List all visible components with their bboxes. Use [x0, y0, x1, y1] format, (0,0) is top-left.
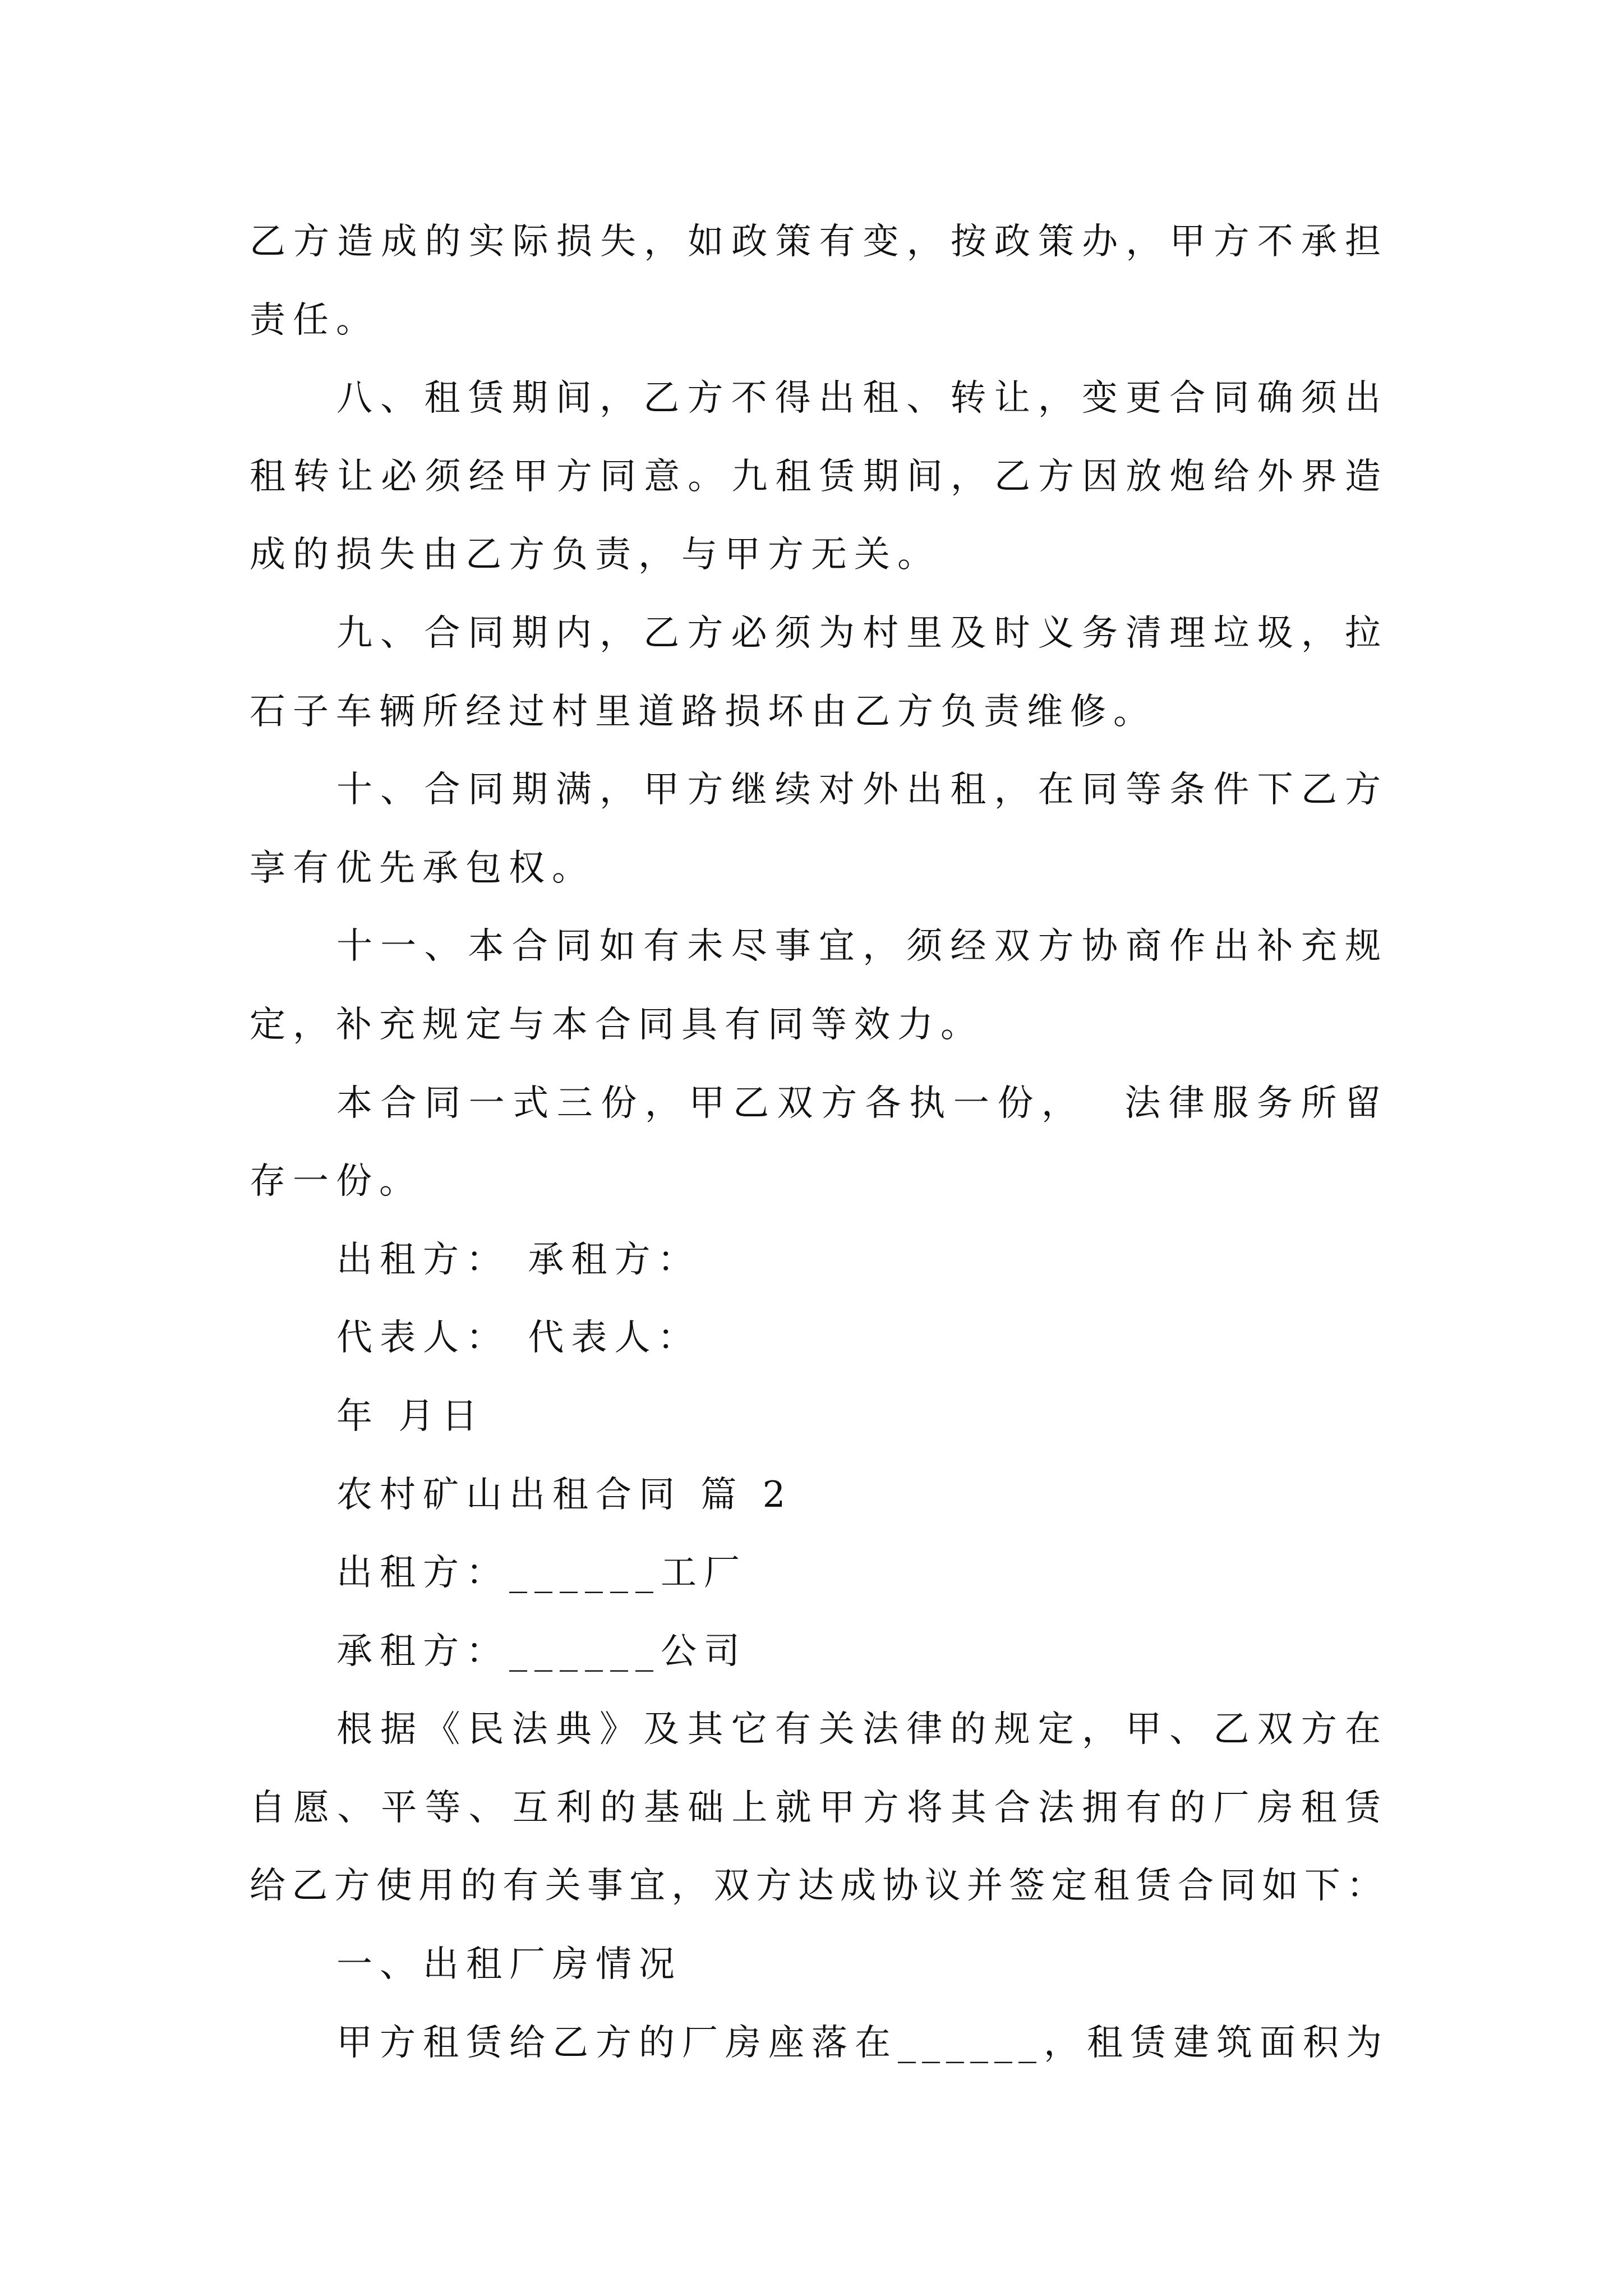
preamble-line: 自愿、平等、互利的基础上就甲方将其合法拥有的厂房租赁 — [250, 1787, 1388, 1829]
signature-date-line: 年 月日 — [336, 1395, 485, 1437]
lessor-line: 出租方：______工厂 — [336, 1552, 747, 1594]
copies-statement-line: 存一份。 — [250, 1161, 422, 1203]
clause-8-line: 八、租赁期间，乙方不得出租、转让，变更合同确须出 — [336, 378, 1388, 420]
clause-9-line: 九、合同期内，乙方必须为村里及时义务清理垃圾，拉 — [336, 612, 1388, 654]
preamble-line: 根据《民法典》及其它有关法律的规定，甲、乙双方在 — [336, 1709, 1388, 1751]
document-body — [250, 203, 1388, 2082]
clause-1-line: 甲方租赁给乙方的厂房座落在______，租赁建筑面积为 — [336, 2022, 1388, 2064]
clause-8-line: 成的损失由乙方负责，与甲方无关。 — [250, 534, 940, 576]
clause-10-line: 十、合同期满，甲方继续对外出租，在同等条件下乙方 — [336, 769, 1388, 811]
copies-statement-line: 本合同一式三份，甲乙双方各执一份， 法律服务所留 — [336, 1082, 1388, 1124]
lessee-line: 承租方：______公司 — [336, 1630, 747, 1672]
preamble-line: 给乙方使用的有关事宜，双方达成协议并签定租赁合同如下： — [250, 1865, 1388, 1907]
signature-representatives-line: 代表人： 代表人： — [336, 1317, 701, 1359]
clause-8-line: 租转让必须经甲方同意。九租赁期间，乙方因放炮给外界造 — [250, 455, 1388, 498]
clause-11-line: 十一、本合同如有未尽事宜，须经双方协商作出补充规 — [336, 926, 1388, 968]
clause-10-line: 享有优先承包权。 — [250, 847, 595, 889]
part-2-title: 农村矿山出租合同 篇 2 — [336, 1474, 793, 1516]
clause-7-line: 责任。 — [250, 299, 379, 341]
clause-11-line: 定，补充规定与本合同具有同等效力。 — [250, 1004, 984, 1046]
clause-9-line: 石子车辆所经过村里道路损坏由乙方负责维修。 — [250, 691, 1156, 733]
clause-1-heading: 一、出租厂房情况 — [336, 1944, 682, 1986]
clause-7-line: 乙方造成的实际损失，如政策有变，按政策办，甲方不承担 — [250, 221, 1388, 263]
signature-parties-line: 出租方： 承租方： — [336, 1239, 701, 1281]
